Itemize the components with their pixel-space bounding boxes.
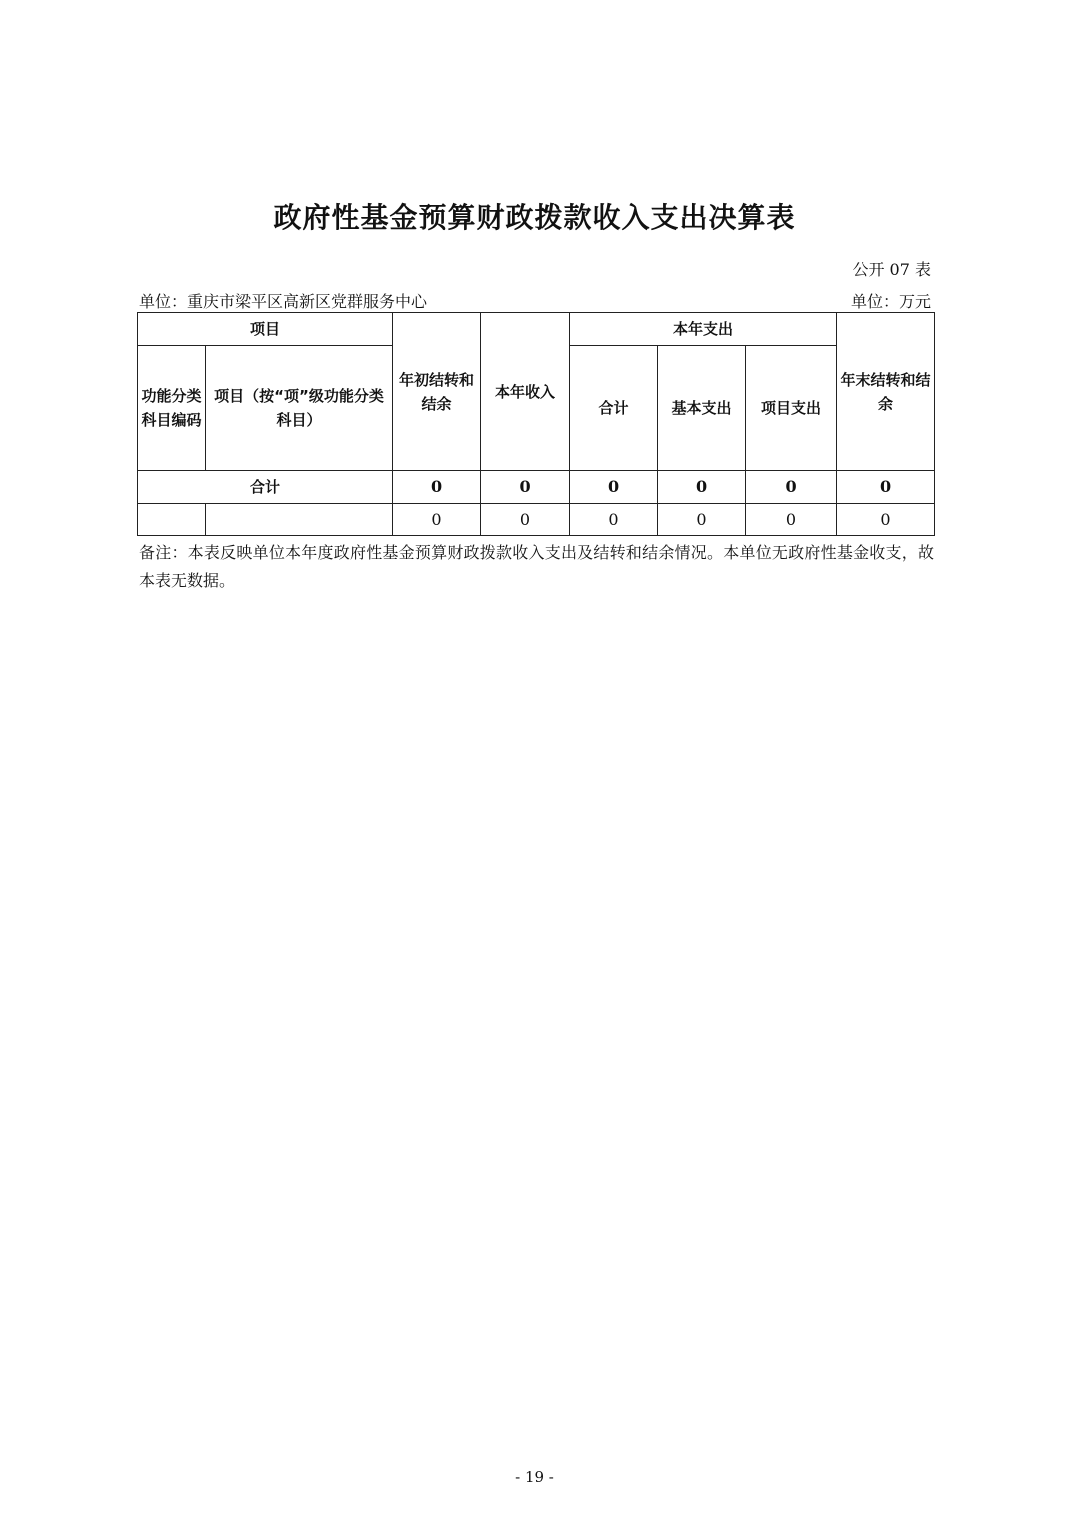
row-income: 0 — [481, 504, 570, 536]
header-name: 项目（按“项”级功能分类科目） — [206, 346, 393, 471]
unit-currency: 单位：万元 — [850, 292, 931, 311]
header-expense-basic: 基本支出 — [658, 346, 746, 471]
row-expense-project: 0 — [746, 504, 837, 536]
row-begin-balance: 0 — [393, 504, 481, 536]
form-number: 公开 07 表 — [852, 260, 931, 279]
row-code — [138, 504, 206, 536]
row-end-balance: 0 — [837, 504, 935, 536]
total-expense-total: 0 — [570, 471, 658, 504]
total-row — [138, 471, 935, 504]
header-begin-balance: 年初结转和结余 — [393, 313, 481, 471]
total-expense-project: 0 — [746, 471, 837, 504]
row-name — [206, 504, 393, 536]
page-title: 政府性基金预算财政拨款收入支出决算表 — [273, 201, 796, 234]
total-label: 合计 — [138, 471, 393, 504]
header-item-group: 项目 — [138, 313, 393, 346]
header-code: 功能分类科目编码 — [138, 346, 206, 471]
total-expense-basic: 0 — [658, 471, 746, 504]
header-expense-total: 合计 — [570, 346, 658, 471]
budget-table — [137, 312, 935, 536]
total-begin-balance: 0 — [393, 471, 481, 504]
table-row — [138, 504, 935, 536]
row-expense-basic: 0 — [658, 504, 746, 536]
page-number: - 19 - — [515, 1468, 554, 1486]
header-end-balance: 年末结转和结余 — [837, 313, 935, 471]
row-expense-total: 0 — [570, 504, 658, 536]
total-end-balance: 0 — [837, 471, 935, 504]
header-expense-project: 项目支出 — [746, 346, 837, 471]
unit-organization: 单位：重庆市梁平区高新区党群服务中心 — [139, 292, 428, 311]
header-expense-group: 本年支出 — [570, 313, 837, 346]
table-note: 备注：本表反映单位本年度政府性基金预算财政拨款收入支出及结转和结余情况。本单位无政府性基金收支，故本表无数据。 — [139, 543, 934, 590]
total-income: 0 — [481, 471, 570, 504]
header-income: 本年收入 — [481, 313, 570, 471]
